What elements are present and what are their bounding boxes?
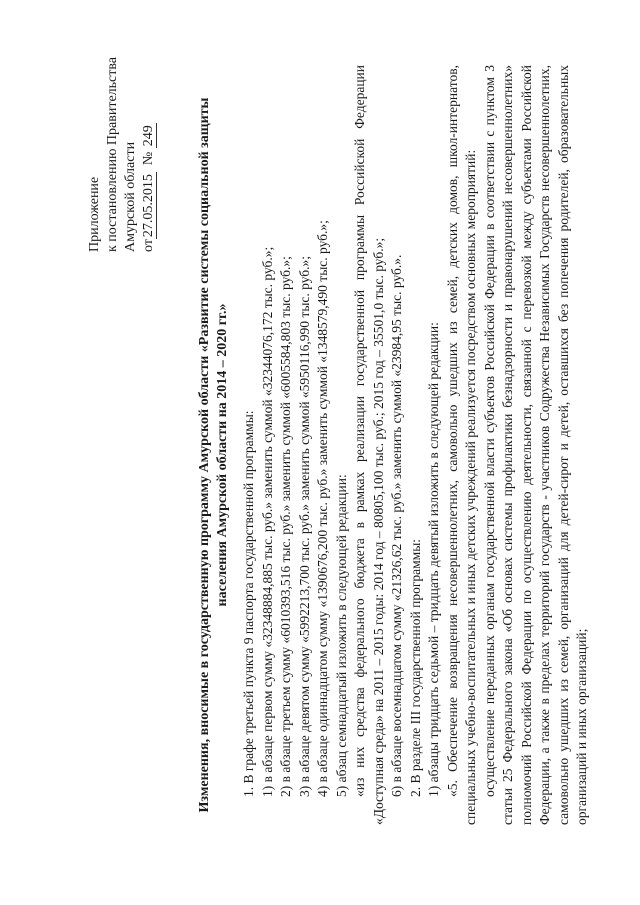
- item-1-3: 3) в абзаце девятом сумму «5992213,700 тыс. руб.» заменить суммой «5950116,990 тыс. руб.»;: [296, 255, 312, 797]
- appendix-resolution: к постановлению Правительства: [105, 56, 120, 252]
- paragraph-2: 2. В разделе III государственной программы:: [407, 538, 423, 797]
- paragraph-1: 1. В графе третьей пункта 9 паспорта государственной программы:: [241, 410, 256, 797]
- appendix-region: Амурской области: [123, 141, 138, 252]
- title-line-2: населения Амурской области на 2014 – 2020 гг.»: [215, 303, 230, 607]
- resolution-date: 27.05.2015: [141, 174, 156, 238]
- item-1-1: 1) в абзаце первом сумму «32348884,885 тыс. руб.» заменить суммой «32344076,172 тыс. руб.»;: [259, 246, 275, 797]
- appendix-date-line: [140, 22, 158, 252]
- item-1-5-text: «из них средства федерального бюджета в рамках реализации государственной программы Российской Федерации «Доступная среда» на 2011 – 2015 годы: 2014 год – 80805,100 тыс. руб.; 2015 год – 35501,0 тыс. руб.»;: [352, 65, 386, 825]
- item-1-2: 2) в абзаце третьем сумму «6010393,516 тыс. руб.» заменить суммой «6005584,803 тыс. руб.»;: [278, 256, 293, 797]
- item-2-1-text: «5. Обеспечение возвращения несовершеннолетних, самовольно ушедших из семей, детских домов, школ-интернатов, специальных учебно-воспитательных и иных детских учреждений реализуется посредством основных мероприятий:: [444, 65, 478, 825]
- appendix-label: Приложение: [87, 176, 102, 252]
- item-1-5: 5) абзац семнадцатый изложить в следующей редакции:: [333, 474, 349, 797]
- document-body: [240, 65, 592, 825]
- title-line-1: Изменения, вносимые в государственную программу Амурской области «Развитие системы социальной защиты: [197, 97, 212, 813]
- appendix-block: [86, 22, 158, 252]
- item-1-4: 4) в абзаце одиннадцатом сумму «1390676,200 тыс. руб.» заменить суммой «1348579,490 тыс. руб.»;: [315, 220, 330, 797]
- date-prefix: от: [141, 239, 156, 252]
- item-2-1-text-2: осуществление переданных органам государственной власти субъектов Российской Федерации в соответствии с пунктом 3 статьи 25 Федерального закона «Об основах системы профилактики безнадзорности и правонарушений несовершеннолетних» полномочий Российской Федерации по осуществлению деятельности, связанной с перевозкой между субъектами Российской Федерации, а также в пределах территорий государств - участников Содружества Независимых Государств несовершеннолетних, самовольно ушедших из семей, организаций для детей-сирот и детей, оставшихся без попечения родителей, образовательных организаций и иных организаций;: [481, 65, 589, 825]
- item-1-6: 6) в абзаце восемнадцатом сумму «21326,62 тыс. руб.» заменить суммой «23984,95 тыс. руб.».: [389, 254, 404, 797]
- item-2-1: 1) абзацы тридцать седьмой – тридцать девятый изложить в следующей редакции:: [426, 322, 441, 797]
- number-prefix: №: [141, 151, 156, 166]
- document-title: [196, 60, 232, 850]
- resolution-number: 249: [141, 125, 156, 147]
